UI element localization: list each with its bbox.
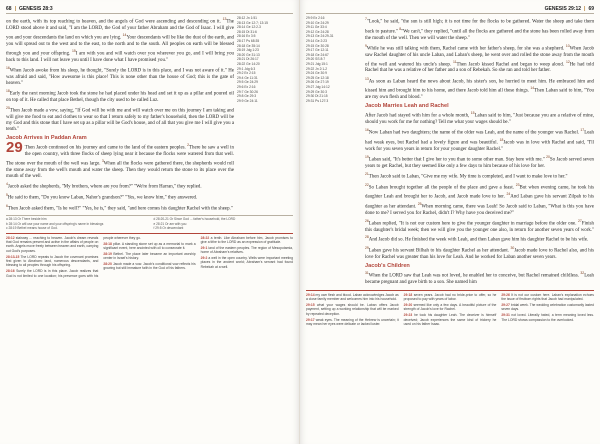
cross-reference: 29:12 Ge 24:28 bbox=[306, 29, 329, 34]
scripture-paragraph bbox=[6, 203, 234, 213]
verse-number: 16 bbox=[6, 65, 10, 70]
study-note bbox=[501, 313, 594, 322]
study-note bbox=[201, 256, 293, 269]
cross-reference: 29:21 Jdg 15:1 bbox=[306, 61, 328, 66]
study-note bbox=[103, 262, 195, 271]
study-note-text: what your wages should be. Laban offers Jacob payment, setting up a working relationship that will be marked by repeated deception. bbox=[306, 302, 399, 316]
page-number: 68 bbox=[6, 6, 12, 12]
verse-number: 28 bbox=[365, 235, 369, 240]
cross-reference: 29:24 Ge 30:9 bbox=[306, 71, 327, 76]
verse-text: Leah had weak eyes, but Rachel had a lovely figure and was beautiful. bbox=[365, 130, 594, 146]
verse-number: 31 bbox=[365, 270, 369, 275]
study-note-text: stairway ... reaching to heaven. Jacob's dream reveals that God remains present and active in the affairs of people on earth. Angels move freely between heaven and earth, carrying out God's purposes. bbox=[6, 235, 99, 253]
study-note bbox=[501, 293, 594, 302]
verse-text: Your descendants will be like the dust of the earth, and you will spread out to the west and to the east, to the north and to the south. All peoples on earth will be blessed through you and your offspring. bbox=[6, 35, 234, 57]
scripture-column bbox=[6, 16, 234, 213]
study-note-ref: 28:19 bbox=[103, 251, 112, 256]
cross-reference: 29:26 Ge 27:19 bbox=[306, 80, 329, 85]
cross-reference: 29:1 Jdg 6:3 bbox=[237, 66, 256, 71]
study-notes bbox=[6, 233, 293, 278]
study-note-text: bridal week. The wedding celebration customarily lasted seven days. bbox=[501, 302, 594, 312]
cross-reference-column bbox=[306, 16, 362, 287]
verse-text: "Look," he said, "the sun is still high; it is not time for the flocks to be gathered. Water the sheep and take them back to pasture." bbox=[365, 19, 594, 35]
verse-text: So Jacob served seven years to get Rachel, but they seemed like only a few days to him because of his love for her. bbox=[365, 157, 594, 169]
verse-number: 7 bbox=[365, 17, 367, 21]
cross-reference: 28:22 Ge 14:20 bbox=[237, 61, 260, 66]
footnote: d 28:20-21 Or Since God ... father's household, the LORD bbox=[153, 217, 236, 222]
verse-text: Then Jacob continued on his journey and came to the land of the eastern peoples. bbox=[24, 145, 186, 151]
scripture-paragraph bbox=[365, 218, 594, 244]
cross-reference: 29:20 SS 8:7 bbox=[306, 57, 326, 62]
running-head bbox=[6, 5, 293, 14]
footnote: f 29:5 Or descendant bbox=[153, 225, 184, 230]
verse-number: 14 bbox=[530, 86, 535, 91]
verse-number: 18 bbox=[499, 138, 504, 143]
study-note-text: a tenth. Like Abraham before him, Jacob promises to give a tithe to the LORD as an expression of gratitude. bbox=[200, 235, 293, 245]
cross-reference: 29:9 Ge 24:11 bbox=[237, 98, 258, 103]
cross-reference: 28:16 Ex 3:5 bbox=[237, 34, 256, 39]
running-head-book: GENESIS 28:3 bbox=[18, 6, 53, 12]
study-note-text: It is not our custom here. Laban's explanation echoes the issue of firstborn rights that Jacob had manipulated. bbox=[501, 292, 594, 302]
study-note bbox=[501, 303, 594, 312]
verse-number: 4 bbox=[6, 182, 8, 187]
study-note bbox=[6, 236, 98, 253]
verse-text: Laban said, "It's better that I give her to you than to some other man. Stay here with me." bbox=[368, 157, 545, 163]
verse-text: After Jacob had stayed with him for a whole month, bbox=[365, 113, 470, 119]
verse-number: 16 bbox=[365, 128, 369, 133]
study-note bbox=[201, 236, 293, 245]
verse-text: "We can't," they replied, "until all the flocks are gathered and the stone has been rolled away from the mouth of the well. Then we will water the sheep." bbox=[365, 29, 594, 41]
verse-text: Now Laban had two daughters; the name of the older was Leah, and the name of the younger was Rachel. bbox=[368, 130, 580, 136]
verse-text: Then Jacob kissed Rachel and began to weep aloud. bbox=[456, 62, 564, 68]
verse-text: Early the next morning Jacob took the stone he had placed under his head and set it up as a pillar and poured oil on top of it. He called that place Bethel, though the city used to be called Luz. bbox=[6, 91, 234, 103]
verse-number: 2 bbox=[187, 143, 190, 148]
study-note-text: Bethel. The place later became an important worship center in Israel's history. bbox=[103, 251, 196, 261]
verse-text: Jacob was in love with Rachel and said, "I'll work for you seven years in return for your younger daughter Rachel." bbox=[365, 140, 595, 152]
study-note-text: my own flesh and blood. Laban acknowledges Jacob as a close family member and welcomes him into his household. bbox=[306, 292, 399, 302]
verse-text: Jacob made love to Rachel also, and his love for Rachel was greater than his love for Leah. And he worked for Laban another seven years. bbox=[365, 248, 594, 260]
study-note-text: he took his daughter Leah. The deceiver is himself deceived; Jacob experiences the same kind of trickery he used on his father Isaac. bbox=[403, 313, 497, 326]
section-heading: Jacob Arrives in Paddan Aram bbox=[6, 135, 87, 142]
verse-number: 29 bbox=[365, 245, 369, 250]
section-heading: Jacob's Children bbox=[365, 262, 410, 269]
verse-number: 26 bbox=[365, 219, 369, 224]
scripture-paragraph bbox=[6, 139, 234, 180]
study-note-text: seemed like only a few days. A beautiful picture of the strength of Jacob's love for Rachel. bbox=[403, 302, 497, 312]
study-note-ref: 28:22 bbox=[200, 235, 210, 240]
study-note bbox=[404, 313, 497, 326]
study-note-ref: 29:2 bbox=[200, 256, 208, 261]
verse-text: He said to them, "Do you know Laban, Nahor's grandson?" "Yes, we know him," they answered. bbox=[7, 195, 198, 201]
cross-reference: 29:15 Ge 30:28 bbox=[306, 43, 329, 48]
verse-text: When morning came, there was Leah! So Jacob said to Laban, "What is this you have done to me? I served you for Rachel, didn't I? Why have you deceived me?" bbox=[365, 204, 594, 217]
verse-number: 6 bbox=[6, 203, 8, 208]
study-note-text: The LORD repeats to Jacob the covenant promises first given to Abraham: land, numerous descendants, and blessing to all peoples through his offspring. bbox=[6, 254, 99, 268]
scripture-paragraph bbox=[6, 65, 234, 87]
scripture-paragraph bbox=[6, 192, 234, 202]
verse-text: on the earth, with its top reaching to heaven, and the angels of God were ascending and descending on it. bbox=[6, 19, 221, 25]
scripture-column bbox=[365, 16, 594, 287]
running-head bbox=[306, 5, 594, 14]
verse-number: 17 bbox=[580, 128, 585, 133]
cross-reference: 28:15 Dt 31:6 bbox=[237, 29, 257, 34]
cross-reference: 29:14 Ge 2:23 bbox=[306, 38, 327, 43]
cross-reference: 29:2 Ex 2:15 bbox=[237, 71, 256, 76]
footnotes bbox=[6, 215, 293, 229]
study-note-ref: 29:15 bbox=[306, 302, 315, 307]
verse-number: 12 bbox=[565, 59, 570, 64]
verse-number: 15 bbox=[71, 48, 76, 53]
verse-number: 25 bbox=[417, 202, 422, 207]
cross-reference: 29:13 Ge 24:29-31 bbox=[306, 34, 334, 39]
verse-text: When Jacob awoke from his sleep, he thought, "Surely the LORD is in this place, and I was not aware of it." He was afraid and said, "How awesome is this place! This is none other than the house of God; this is the gate of heaven." bbox=[6, 68, 234, 86]
study-note bbox=[201, 246, 293, 255]
verse-number: 30 bbox=[510, 245, 515, 250]
verse-number: 24 bbox=[506, 192, 511, 197]
verse-number: 3 bbox=[101, 159, 104, 164]
scripture-paragraph bbox=[365, 270, 594, 286]
footnote: c 28:19 Bethel means house of God. bbox=[6, 225, 58, 230]
cross-reference: 29:31 Ps 127:3 bbox=[306, 98, 329, 103]
scripture-paragraph bbox=[365, 43, 594, 75]
cross-reference: 29:17 Ge 12:11 bbox=[306, 48, 329, 53]
scripture-paragraph bbox=[365, 76, 594, 102]
verse-text: But when evening came, he took his daughter Leah and brought her to Jacob, and Jacob made love to her. bbox=[365, 185, 594, 201]
verse-text: Jacob asked the shepherds, "My brothers, where are you from?" "We're from Harran," they replied. bbox=[7, 184, 202, 190]
verse-number: 27 bbox=[577, 219, 582, 224]
right-page bbox=[300, 0, 600, 444]
text-area bbox=[6, 16, 293, 213]
verse-number: 13 bbox=[365, 76, 369, 81]
verse-number: 20 bbox=[546, 154, 550, 159]
study-note-text: weak eyes. The meaning of the Hebrew is uncertain; it may mean her eyes were delicate or lacked luster. bbox=[306, 317, 399, 326]
text-area bbox=[306, 16, 594, 287]
scripture-paragraph bbox=[6, 88, 234, 104]
cross-reference: 29:18 Ge 24:67 bbox=[306, 52, 329, 57]
study-note bbox=[306, 303, 399, 316]
verse-number: 22 bbox=[365, 182, 369, 187]
study-note bbox=[103, 242, 195, 251]
scripture-paragraph bbox=[365, 171, 594, 181]
footnote: e 28:21 Or am with you bbox=[153, 221, 187, 226]
verse-text: Then Laban said to him, "You are my own flesh and blood." bbox=[365, 89, 594, 101]
study-note-ref: 28:20 bbox=[103, 261, 112, 266]
scripture-paragraph bbox=[365, 16, 594, 42]
verse-text: He had told Rachel that he was a relative of her father and a son of Rebekah. So she ran and told her father. bbox=[365, 62, 594, 74]
verse-text: Laban replied, "It is not our custom here to give the younger daughter in marriage before the older one. bbox=[368, 221, 577, 227]
cross-reference: 29:27 Jdg 14:12 bbox=[306, 84, 330, 89]
study-note-ref: 29:20 bbox=[403, 302, 413, 307]
verse-text: While he was still talking with them, Rachel came with her father's sheep, for she was a shepherd. bbox=[366, 46, 565, 52]
cross-reference: 28:14 Ge 12:2-3 bbox=[237, 25, 261, 30]
study-note-ref: 29:26 bbox=[501, 292, 510, 297]
scripture-paragraph bbox=[365, 154, 594, 170]
verse-number: 18 bbox=[6, 88, 10, 93]
footnote: b 28:14 Or will use your name and your offspring's name in blessings bbox=[6, 221, 104, 226]
study-note-ref: 28:16 bbox=[6, 269, 15, 274]
verse-text: Laban gave his servant Bilhah to his daughter Rachel as her attendant. bbox=[368, 248, 509, 254]
cross-reference: 28:17 Ps 68:35 bbox=[237, 38, 260, 43]
study-note-ref: 28:18 bbox=[103, 241, 112, 246]
study-note-text: land of the eastern peoples. The region of Mesopotamia, home of Abraham's relatives. bbox=[200, 245, 293, 255]
verse-number: 5 bbox=[6, 192, 8, 197]
cross-reference: 28:19 Jdg 1:23 bbox=[237, 48, 259, 53]
study-note-ref: 29:23 bbox=[403, 313, 413, 318]
running-head-separator: | bbox=[584, 6, 586, 12]
cross-reference: 29:8 Ge 29:3 bbox=[237, 94, 257, 99]
verse-text: And Jacob did so. He finished the week with Leah, and then Laban gave him his daughter Rachel to be his wife. bbox=[368, 237, 589, 243]
study-note-ref: 28:12 bbox=[6, 235, 15, 240]
study-note-ref: 28:13-15 bbox=[6, 254, 20, 259]
verse-number: 14 bbox=[122, 32, 127, 37]
study-note bbox=[6, 255, 98, 268]
verse-text: I am with you and will watch over you wherever you go, and I will bring you back to this land. I will not leave you until I have done what I have promised you." bbox=[6, 51, 235, 63]
verse-text: Then Jacob said to Laban, "Give me my wife. My time is completed, and I want to make love to her." bbox=[368, 174, 568, 180]
study-note-ref: 29:1 bbox=[200, 245, 208, 250]
study-note-ref: 29:14 bbox=[306, 292, 315, 297]
verse-number: 32 bbox=[580, 270, 585, 275]
verse-text: Laban said to him, "Just because you are a relative of mine, should you work for me for nothing? Tell me what your wages should be." bbox=[365, 113, 594, 126]
scripture-paragraph bbox=[365, 245, 594, 261]
cross-reference: 29:25 Ge 12:18 bbox=[306, 75, 329, 80]
verse-text: And Laban gave his servant Zilpah to his daughter as her attendant. bbox=[365, 195, 594, 210]
verse-text: When Jacob saw Rachel daughter of his uncle Laban, and Laban's sheep, he went over and rolled the stone away from the mouth of the well and watered his uncle's sheep. bbox=[365, 46, 594, 68]
cross-reference: 29:10 Ge 24:29 bbox=[306, 20, 329, 25]
scripture-paragraph bbox=[6, 16, 234, 64]
cross-reference: 28:20 Ge 31:13 bbox=[237, 52, 260, 57]
footnote: a 28:13 Or There beside him bbox=[6, 217, 47, 222]
verse-text: So Laban brought together all the people of the place and gave a feast. bbox=[368, 185, 514, 191]
verse-text: When all the flocks were gathered there, the shepherds would roll the stone away from the well's mouth and water the sheep. Then they would return the stone to its place over the mouth of the well. bbox=[6, 161, 234, 179]
study-note-text: Surely the LORD is in this place. Jacob realizes that God is not limited to one location; his presence goes with his people wherever they go. bbox=[6, 235, 141, 278]
verse-number: 8 bbox=[399, 26, 402, 31]
scripture-paragraph bbox=[365, 127, 594, 153]
study-note bbox=[404, 303, 497, 312]
study-note-ref: 29:31 bbox=[501, 313, 510, 318]
cross-reference: 28:18 Ge 35:14 bbox=[237, 43, 260, 48]
verse-number: 20 bbox=[6, 105, 10, 110]
scripture-paragraph bbox=[6, 105, 234, 133]
study-note-text: pillar. A standing stone set up as a memorial to mark a significant event, here anointed with oil to consecrate it. bbox=[103, 241, 196, 250]
cross-reference: 28:21 Dt 26:17 bbox=[237, 57, 259, 62]
verse-text: As soon as Laban heard the news about Jacob, his sister's son, he hurried to meet him. He embraced him and kissed him and brought him to his home, and there Jacob told him all these things. bbox=[365, 79, 594, 94]
study-note bbox=[404, 293, 497, 302]
verse-number: 21 bbox=[365, 171, 369, 176]
study-note-ref: 29:17 bbox=[306, 317, 315, 322]
cross-reference: 29:7 Ge 30:26 bbox=[237, 89, 258, 94]
running-head-separator: | bbox=[14, 6, 16, 12]
study-note bbox=[103, 252, 195, 261]
verse-text: Then Jacob made a vow, saying, "If God will be with me and will watch over me on this journey I am taking and will give me food to eat and clothes to wear so that I return safely to my father's household, then the LORD will be my God and this stone that I have set up as a pillar will be God's house, and of all that you give me I will give you a tenth." bbox=[6, 108, 234, 132]
cross-reference: 28:12 Jn 1:51 bbox=[237, 16, 257, 20]
cross-reference: 29:22 Jn 2:1-2 bbox=[306, 66, 328, 71]
study-note bbox=[306, 318, 399, 327]
verse-text: Leah became pregnant and gave birth to a son. She named him bbox=[365, 273, 594, 285]
cross-reference: 29:29 Ge 30:3 bbox=[306, 89, 327, 94]
verse-text: When the LORD saw that Leah was not loved, he enabled her to conceive, but Rachel remained childless. bbox=[368, 273, 580, 279]
cross-reference: 29:11 Ge 33:4 bbox=[306, 25, 327, 30]
chapter-number: 29 bbox=[6, 139, 23, 157]
section-heading: Jacob Marries Leah and Rachel bbox=[365, 103, 449, 110]
scripture-paragraph bbox=[6, 181, 234, 191]
verse-number: 13 bbox=[222, 17, 227, 21]
study-note-ref: 29:27 bbox=[501, 302, 510, 307]
verse-number: 10 bbox=[565, 43, 570, 48]
verse-text: There he saw a well in the open country, with three flocks of sheep lying near it because the flocks were watered from that well. The stone over the mouth of the well was large. bbox=[6, 145, 234, 167]
verse-number: 15 bbox=[470, 111, 475, 116]
study-notes bbox=[306, 290, 594, 326]
scripture-paragraph bbox=[365, 182, 594, 218]
study-note-text: seven years. Jacob had no bride-price to offer, so he proposed to pay with years of labor. bbox=[403, 292, 497, 302]
cross-reference: 29:30 Dt 21:15 bbox=[306, 94, 328, 99]
cross-reference: 29:9 Ex 2:16 bbox=[306, 16, 325, 20]
study-note bbox=[306, 293, 399, 302]
cross-reference: 29:6 Ex 2:16 bbox=[237, 84, 256, 89]
study-note-ref: 29:18 bbox=[403, 292, 413, 297]
verse-number: 11 bbox=[453, 59, 457, 64]
scripture-paragraph bbox=[365, 110, 594, 126]
cross-reference-column bbox=[237, 16, 293, 213]
cross-reference: 28:13 Ge 12:7; 13:15 bbox=[237, 20, 268, 25]
verse-number: 9 bbox=[365, 43, 367, 48]
verse-text: The LORD stood above it and said, "I am the LORD, the God of your father Abraham and the God of Isaac. I will give you and your descendants the land on which you are lying. bbox=[6, 19, 234, 41]
study-note-text: not loved. Literally hated, a term meaning loved less. The LORD shows compassion to the overlooked. bbox=[501, 313, 594, 322]
verse-text: Then Jacob asked them, "Is he well?" "Yes, he is," they said, "and here comes his daughter Rachel with the sheep." bbox=[7, 206, 233, 212]
verse-text: Finish this daughter's bridal week; then we will give you the younger one also, in return for another seven years of work." bbox=[365, 221, 594, 233]
cross-reference: 29:4 Ge 11:31 bbox=[237, 75, 258, 80]
page-number: 69 bbox=[588, 6, 594, 12]
verse-number: 23 bbox=[515, 182, 520, 187]
cross-reference: 29:5 Ge 24:29 bbox=[237, 80, 258, 85]
running-head-book: GENESIS 29:12 bbox=[544, 6, 582, 12]
study-note-text: Jacob made a vow. Jacob's conditional vow reflects his growing but still immature faith in the God of his fathers. bbox=[103, 261, 196, 271]
study-note-text: a well in the open country. Wells were important meeting places in the ancient world; Abraham's servant had found Rebekah at a well. bbox=[200, 256, 293, 269]
verse-number: 19 bbox=[365, 154, 369, 159]
